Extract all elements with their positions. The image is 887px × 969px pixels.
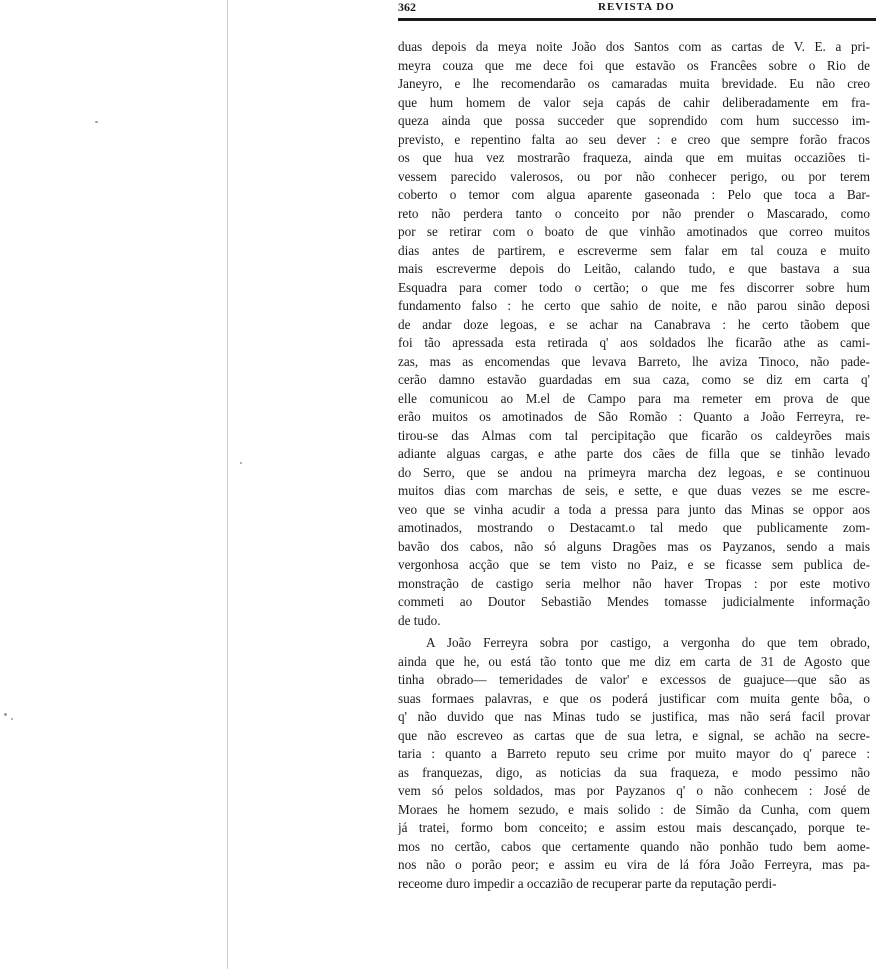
text-line: Janeyro, e lhe recomendarão os camaradas muita brevidade. Eu não creo: [398, 76, 870, 91]
text-line: que não escreveo as cartas que de sua letra, e signal, se achão na secre-: [398, 727, 870, 743]
text-line: mais escreverme depois do Leitão, calando tudo, e que bastava a sua: [398, 261, 870, 276]
text-line: suas formaes palavras, e que os poderá justificar com muita gente bôa, o: [398, 690, 870, 706]
text-line: veo que se vinha acudir a toda a pressa para junto das Minas se oppor aos: [398, 501, 870, 517]
scan-speck: [4, 713, 7, 716]
text-line: amotinados, mostrando o Destacamt.o tal medo que publicamente zom-: [398, 520, 870, 535]
text-line: coberto o temor com algua aparente gaseonada : Pelo que toca a Bar-: [398, 187, 870, 202]
page-body: [398, 38, 870, 893]
scan-speck: [240, 462, 242, 464]
text-line: vergonhosa acção que se tem visto no Paiz, e se ficasse sem publica de-: [398, 557, 870, 572]
scan-speck: [11, 718, 13, 720]
text-line: Moraes he homem sezudo, e mais solido : de Simão da Cunha, com quem: [398, 801, 870, 817]
text-line: taria : quanto a Barreto reputo seu crime por muito mayor do q' parece :: [398, 746, 870, 761]
text-line: do Serro, que se andou na primeyra marcha dez legoas, e se continuou: [398, 464, 870, 480]
text-line: dias antes de partirem, e escreverme sem falar em tal couza e muito: [398, 242, 870, 258]
text-line: adiante alguas cargas, e athe parte dos cães de filla que se tinhão levado: [398, 446, 870, 461]
page-fold-line: [227, 0, 228, 969]
text-line: ainda que he, ou está tão tonto que me diz em carta de 31 de Agosto que: [398, 653, 870, 669]
text-line: commeti ao Doutor Sebastião Mendes tomasse judicialmente informação: [398, 594, 870, 609]
text-line: duas depois da meya noite João dos Santos com as cartas de V. E. a pri-: [398, 39, 870, 54]
header-rule: [398, 18, 876, 21]
text-line: os que hua vez mostrarão fraqueza, ainda que em muitas occaziões ti-: [398, 150, 870, 165]
text-line: que hum homem de valor seja capás de cahir deliberadamente em fra-: [398, 94, 870, 110]
text-line: de tudo.: [398, 612, 441, 628]
text-line: foi tão apressada esta retirada q' aos soldados lhe ficarão athe as cami-: [398, 335, 870, 350]
text-line: tirou-se das Almas com tal percipitação que ficarão os caldeyrões mais: [398, 427, 870, 443]
text-line: zas, mas as encomendas que levava Barreto, lhe aviza Tinoco, não pade-: [398, 353, 870, 369]
page-number: 362: [398, 0, 416, 14]
scan-speck: [95, 121, 98, 123]
text-line: receome duro impedir a occazião de recuperar parte da reputação perdi-: [398, 875, 777, 891]
paragraph: [398, 634, 870, 893]
text-line: de andar doze legoas, e se achar na Canabrava : he certo tãobem que: [398, 316, 870, 332]
page-header: [398, 0, 878, 16]
text-line: fundamento falso : he certo que sahio de noite, e não parou sinão deposi: [398, 298, 870, 313]
text-line: elle comunicou ao M.el de Campo para ma remeter em prova de que: [398, 390, 870, 406]
running-title: REVISTA DO: [598, 1, 675, 13]
text-line: mos no certão, cabos que certamente quando não ponhão tudo bem aome-: [398, 838, 870, 854]
text-line: erão muitos os amotinados de São Romão : Quanto a João Ferreyra, re-: [398, 409, 870, 424]
text-line: por se retirar com o boato de que vinhão amotinados que correo muitos: [398, 224, 870, 239]
paragraph: [398, 38, 870, 630]
text-line: vessem parecido valerosos, ou por não conhecer perigo, ou por terem: [398, 168, 870, 184]
text-line: q' não duvido que nas Minas tudo se justifica, mas não será facil provar: [398, 709, 870, 724]
text-line: já tratei, formo bom conceito; e assim estou mais descançado, porque te-: [398, 820, 870, 835]
text-line: vem só pelos soldados, mas por Payzanos q' o não conhecem : José de: [398, 783, 870, 798]
text-line: monstração de castigo seria melhor não haver Tropas : por este motivo: [398, 575, 870, 591]
text-line: Esquadra para comer todo o certão; o que me fes discorrer sobre hum: [398, 279, 870, 295]
text-line: bavão dos cabos, não só alguns Dragões mas os Payzanos, sendo a mais: [398, 538, 870, 554]
text-line: meyra couza que me dece foi que estavão os Francêes sobre o Rio de: [398, 57, 870, 73]
text-line: muitos dias com marchas de seis, e sette, e que duas vezes se me escre-: [398, 483, 870, 498]
text-line: nos não o porão peor; e assim eu vira de lá fóra João Ferreyra, mas pa-: [398, 857, 870, 872]
text-line: queza ainda que possa succeder que soprendido com hum successo im-: [398, 113, 870, 128]
text-line: A João Ferreyra sobra por castigo, a vergonha do que tem obrado,: [426, 635, 870, 650]
text-line: as franquezas, digo, as noticias da sua fraqueza, e modo pessimo não: [398, 764, 870, 780]
text-line: previsto, e repentino falta ao seu dever : e creo que sempre forão fracos: [398, 131, 870, 147]
text-line: tinha obrado— temeridades de valor' e excessos de guajuce—que são as: [398, 672, 870, 687]
text-line: cerão damno estavão guardadas em sua caza, como se diz em carta q': [398, 372, 870, 387]
text-line: reto não perdera tanto o conceito por não prender o Mascarado, como: [398, 205, 870, 221]
